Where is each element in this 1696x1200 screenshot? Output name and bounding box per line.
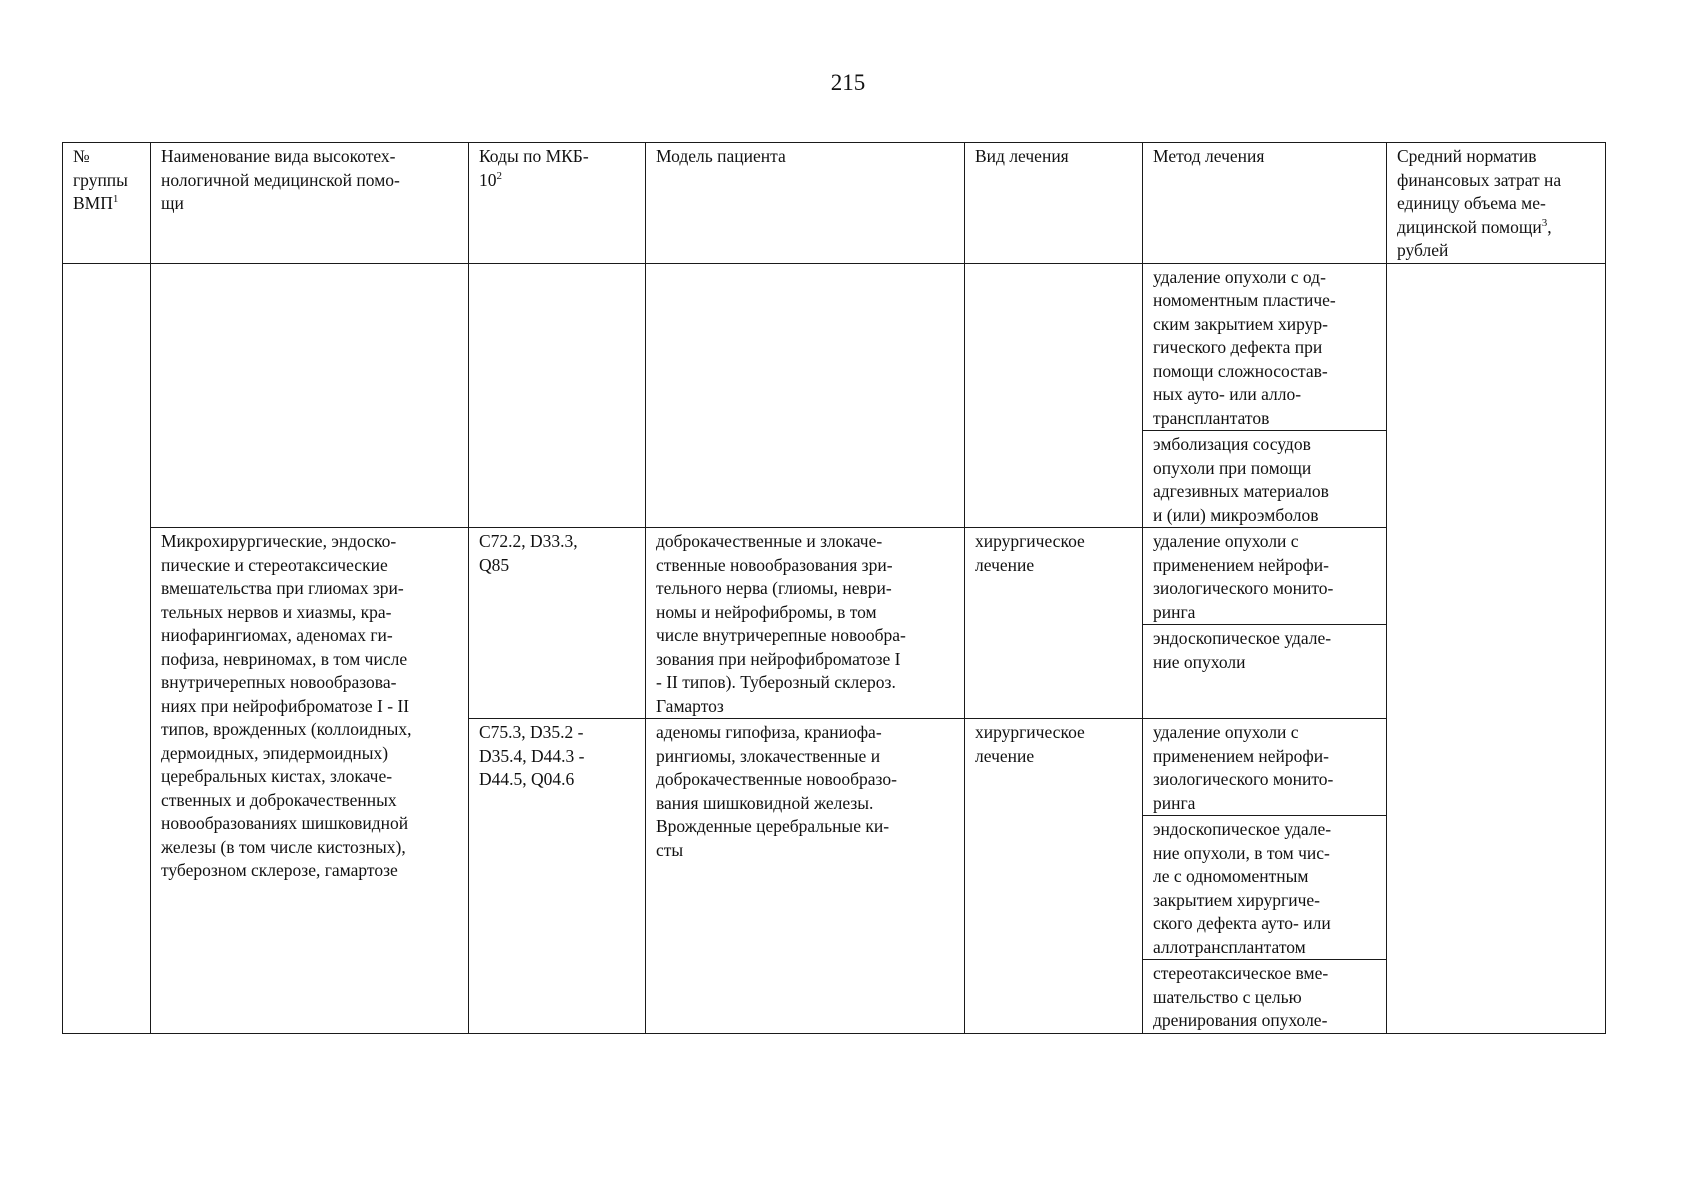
group-no-cell (63, 263, 151, 1033)
model-cell: доброкачественные и злокаче- ственные новообразования зри- тельного нерва (глиомы, неври- номы и нейрофибромы, в том числе внутричерепные новообра- зования при нейрофиброматозе I - II типов). Туберозный склероз. Гамартоз (646, 528, 965, 719)
method-cell: удаление опухоли с од- номоментным пластиче- ским закрытием хирур- гического дефекта при помощи сложносостав- ных ауто- или алло- трансплантатов (1143, 263, 1387, 431)
method-cell: стереотаксическое вме- шательство с целью дренирования опухоле- (1143, 960, 1387, 1034)
method-cell: удаление опухоли с применением нейрофи- зиологического монито- ринга (1143, 528, 1387, 625)
header-treatment-type: Вид лечения (965, 143, 1143, 264)
header-name: Наименование вида высокотех- нологичной медицинской помо- щи (151, 143, 469, 264)
type-cell: хирургическое лечение (965, 719, 1143, 1034)
page-number: 215 (830, 70, 866, 95)
model-cell: аденомы гипофиза, краниофа- рингиомы, злокачественные и доброкачественные новообразо- вания шишковидной железы. Врожденные церебральные ки- сты (646, 719, 965, 1034)
table-row (63, 528, 1606, 625)
header-row (63, 143, 1606, 264)
codes-cell: C75.3, D35.2 - D35.4, D44.3 - D44.5, Q04.6 (469, 719, 646, 1034)
model-cell-continued (646, 263, 965, 528)
method-cell: эмболизация сосудов опухоли при помощи адгезивных материалов и (или) микроэмболов (1143, 431, 1387, 528)
name-cell: Микрохирургические, эндоско- пические и стереотаксические вмешательства при глиомах зри- тельных нервов и хиазмы, кра- ниофарингиомах, аденомах ги- пофиза, невриномах, в том числе внутричерепных новообразова- ниях при нейрофиброматозе I - II типов, врожденных (коллоидных, дермоидных, эпидермоидных) церебральных кистах, злокаче- ственных и доброкачественных новообразованиях шишковидной железы (в том числе кистозных), туберозном склерозе, гамартозе (151, 528, 469, 1034)
vmp-table (62, 142, 1606, 1034)
header-codes: Коды по МКБ- $10^2$ (469, 143, 646, 264)
method-cell: удаление опухоли с применением нейрофи- зиологического монито- ринга (1143, 719, 1387, 816)
codes-cell-continued (469, 263, 646, 528)
method-cell: эндоскопическое удале- ние опухоли (1143, 625, 1387, 719)
header-cost: Средний норматив финансовых затрат на единицу объема ме- дицинской помощи$^3$, рублей (1387, 143, 1606, 264)
table-row (63, 263, 1606, 431)
cost-cell (1387, 263, 1606, 1033)
header-patient-model: Модель пациента (646, 143, 965, 264)
header-group-no: № группы ВМП$^1$ (63, 143, 151, 264)
codes-cell: C72.2, D33.3, Q85 (469, 528, 646, 719)
name-cell-continued (151, 263, 469, 528)
header-treatment-method: Метод лечения (1143, 143, 1387, 264)
type-cell-continued (965, 263, 1143, 528)
method-cell: эндоскопическое удале- ние опухоли, в том чис- ле с одномоментным закрытием хирургиче- ского дефекта ауто- или аллотрансплантатом (1143, 816, 1387, 960)
type-cell: хирургическое лечение (965, 528, 1143, 719)
